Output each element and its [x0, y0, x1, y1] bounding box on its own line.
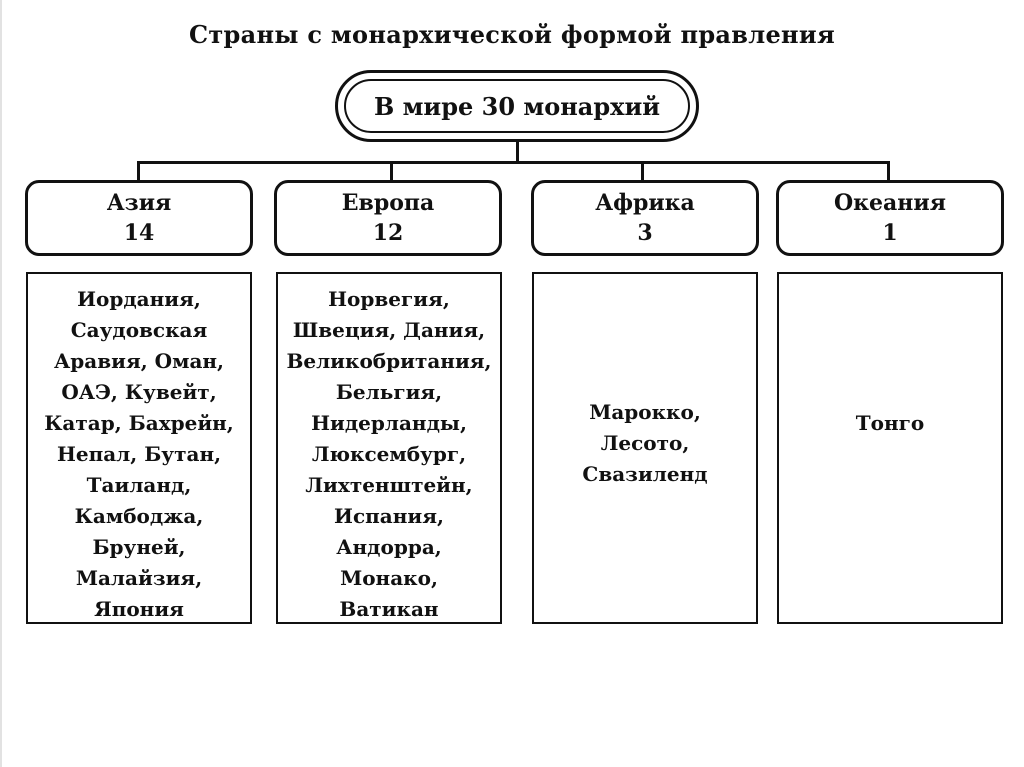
diagram-title: Страны с монархической формой правления	[188, 20, 836, 49]
region-europe-name: Европа	[341, 190, 435, 216]
country-item: Люксембург,	[311, 442, 467, 466]
country-item: Лесото,	[600, 430, 690, 455]
region-asia	[25, 180, 253, 256]
region-africa-name: Африка	[595, 190, 695, 216]
country-item: Монако,	[340, 566, 438, 590]
country-item: Тонго	[855, 410, 925, 435]
country-item: Великобритания,	[286, 349, 492, 373]
region-oceania-count: 1	[882, 220, 898, 246]
region-asia-name: Азия	[106, 190, 172, 216]
region-oceania-name: Океания	[834, 190, 946, 216]
country-item: Свазиленд	[582, 461, 708, 486]
connector-asia	[137, 161, 140, 181]
country-item: Непал, Бутан,	[56, 442, 222, 466]
country-item: Малайзия,	[75, 566, 203, 590]
country-item: Бельгия,	[335, 380, 443, 404]
country-item: Саудовская	[70, 318, 208, 342]
country-item: Камбоджа,	[74, 504, 204, 528]
country-item: Япония	[94, 597, 184, 621]
region-europe-count: 12	[372, 220, 404, 246]
frame-edge	[0, 0, 2, 767]
africa-country-list	[532, 272, 758, 624]
country-item: Лихтенштейн,	[305, 473, 473, 497]
country-item: Таиланд,	[86, 473, 192, 497]
connector-oceania	[887, 161, 890, 181]
region-oceania	[776, 180, 1004, 256]
oceania-country-list	[777, 272, 1003, 624]
connector-africa	[641, 161, 644, 181]
asia-country-list	[26, 272, 252, 624]
country-item: Бруней,	[92, 535, 186, 559]
country-item: Марокко,	[589, 399, 701, 424]
region-africa	[531, 180, 759, 256]
country-item: Норвегия,	[328, 287, 450, 311]
country-item: Катар, Бахрейн,	[44, 411, 234, 435]
region-europe	[274, 180, 502, 256]
country-item: Иордания,	[77, 287, 201, 311]
connector-root-stem	[516, 142, 519, 163]
region-asia-count: 14	[123, 220, 155, 246]
country-item: ОАЭ, Кувейт,	[61, 380, 217, 404]
country-item: Аравия, Оман,	[53, 349, 225, 373]
root-node-label: В мире 30 монархий	[344, 79, 690, 133]
country-item: Ватикан	[339, 597, 439, 621]
root-node	[335, 70, 699, 142]
connector-horizontal	[137, 161, 890, 164]
country-item: Испания,	[334, 504, 444, 528]
region-africa-count: 3	[637, 220, 653, 246]
country-item: Швеция, Дания,	[292, 318, 486, 342]
connector-europe	[390, 161, 393, 181]
country-item: Нидерланды,	[311, 411, 467, 435]
country-item: Андорра,	[336, 535, 442, 559]
europe-country-list	[276, 272, 502, 624]
